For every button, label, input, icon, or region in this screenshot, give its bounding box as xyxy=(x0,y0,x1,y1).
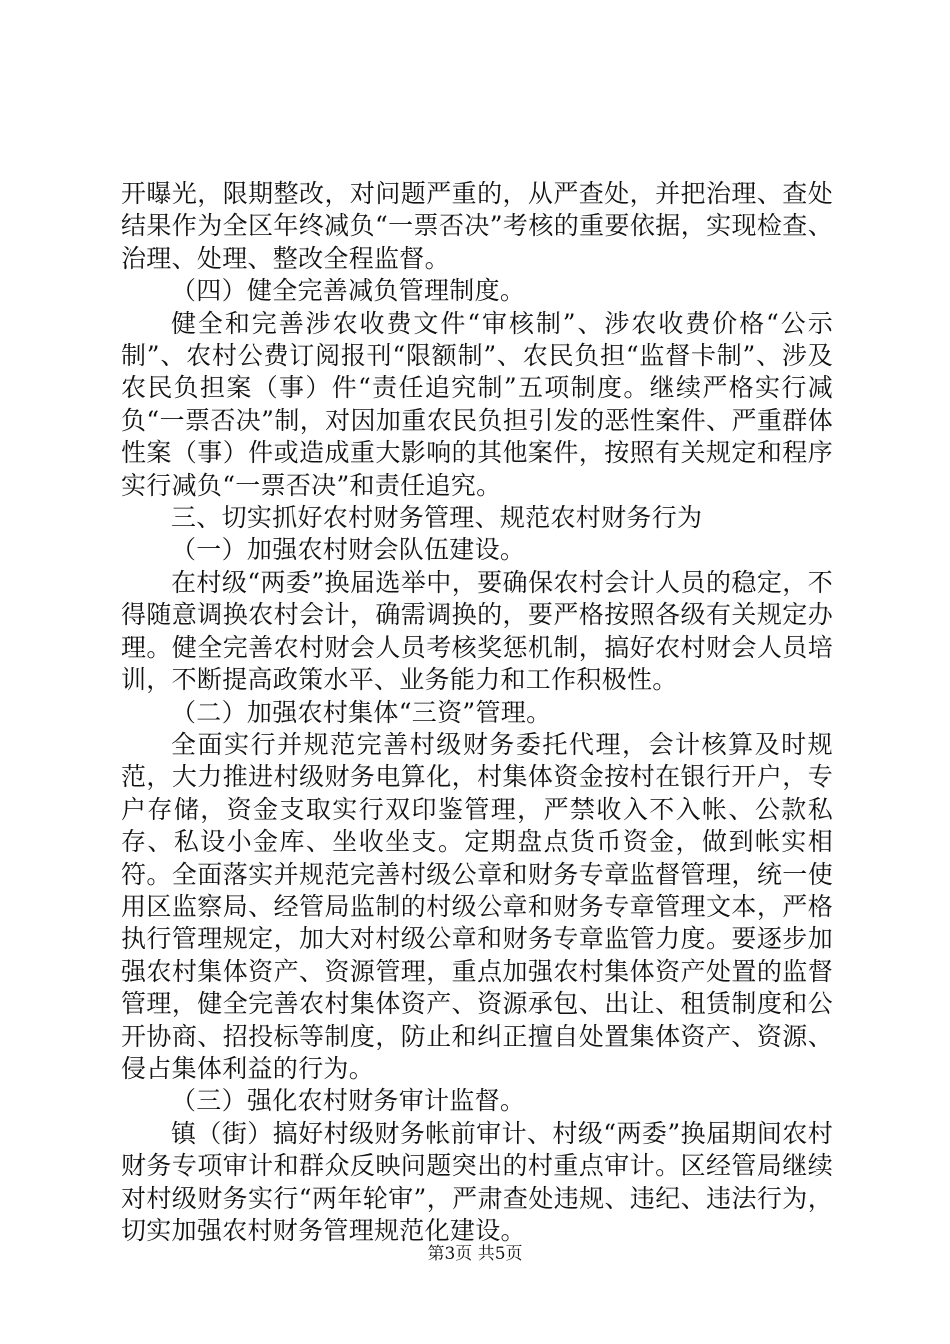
paragraph-5: 镇（街）搞好村级财务帐前审计、村级“两委”换届期间农村财务专项审计和群众反映问题突出的村重点审计。区经管局继续对村级财务实行“两年轮审”，严肃查处违规、违纪、违法行为，切实加强农村财务管理规范化建设。 xyxy=(121,1118,833,1245)
section-heading-4: （四）健全完善减负管理制度。 xyxy=(171,276,526,306)
chapter-heading-3: 三、切实抓好农村财务管理、规范农村财务行为 xyxy=(171,503,703,533)
section-heading-3: （三）强化农村财务审计监督。 xyxy=(171,1086,526,1116)
paragraph-1: 开曝光，限期整改，对问题严重的，从严查处，并把治理、查处结果作为全区年终减负“一票否决”考核的重要依据，实现检查、治理、处理、整改全程监督。 xyxy=(121,179,833,273)
paragraph-4: 全面实行并规范完善村级财务委托代理，会计核算及时规范，大力推进村级财务电算化，村集体资金按村在银行开户，专户存储，资金支取实行双印鉴管理，严禁收入不入帐、公款私存、私设小金库、坐收坐支。定期盘点货币资金，做到帐实相符。全面落实并规范完善村级公章和财务专章监督管理，统一使用区监察局、经管局监制的村级公章和财务专章管理文本，严格执行管理规定，加大对村级公章和财务专章监管力度。要逐步加强农村集体资产、资源管理，重点加强农村集体资产处置的监督管理，健全完善农村集体资产、资源承包、出让、租赁制度和公开协商、招投标等制度，防止和纠正擅自处置集体资产、资源、侵占集体利益的行为。 xyxy=(121,729,833,1083)
section-heading-1: （一）加强农村财会队伍建设。 xyxy=(171,535,526,565)
paragraph-2: 健全和完善涉农收费文件“审核制”、涉农收费价格“公示制”、农村公费订阅报刊“限额制”、农民负担“监督卡制”、涉及农民负担案（事）件“责任追究制”五项制度。继续严格实行减负“一票否决”制，对因加重农民负担引发的恶性案件、严重群体性案（事）件或造成重大影响的其他案件，按照有关规定和程序实行减负“一票否决”和责任追究。 xyxy=(121,308,833,500)
page-number-footer: 第3页 共5页 xyxy=(427,1244,523,1264)
paragraph-3: 在村级“两委”换届选举中，要确保农村会计人员的稳定，不得随意调换农村会计，确需调换的，要严格按照各级有关规定办理。健全完善农村财会人员考核奖惩机制，搞好农村财会人员培训，不断提高政策水平、业务能力和工作积极性。 xyxy=(121,567,833,695)
document-body xyxy=(121,178,833,1247)
section-heading-2: （二）加强农村集体“三资”管理。 xyxy=(171,697,552,727)
